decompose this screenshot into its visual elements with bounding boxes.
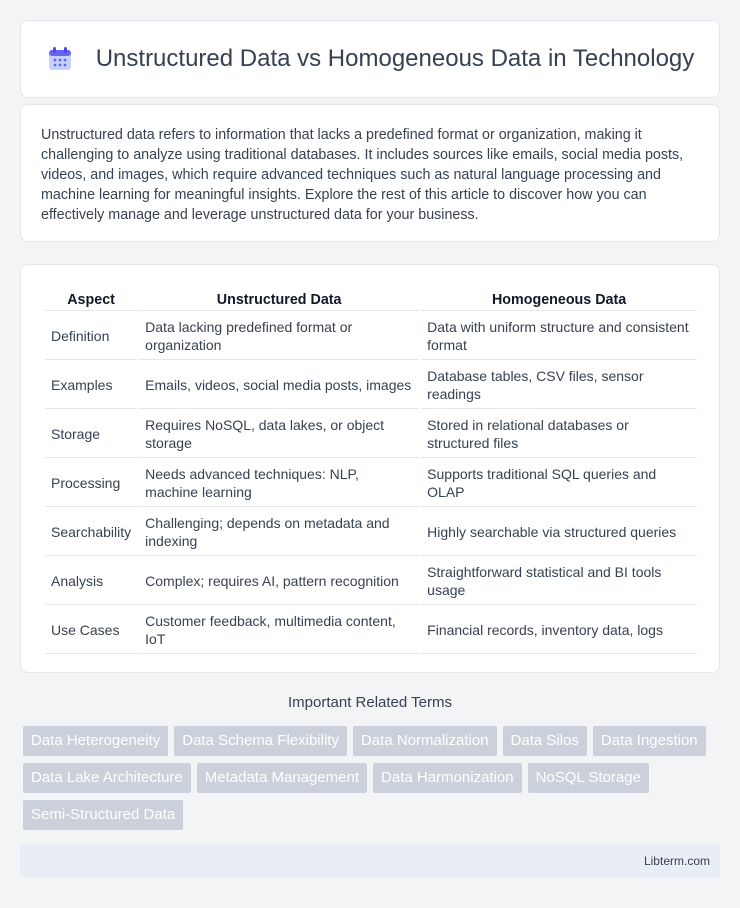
row-aspect: Processing	[45, 460, 137, 507]
tag-data-schema-flexibility[interactable]: Data Schema Flexibility	[174, 726, 347, 756]
header-aspect: Aspect	[45, 287, 137, 311]
tag-data-harmonization[interactable]: Data Harmonization	[373, 763, 522, 793]
tag-metadata-management[interactable]: Metadata Management	[197, 763, 367, 793]
row-homogeneous: Straightforward statistical and BI tools usage	[421, 558, 697, 605]
related-terms-tags	[23, 726, 723, 830]
row-homogeneous: Database tables, CSV files, sensor readings	[421, 362, 697, 409]
row-aspect: Storage	[45, 411, 137, 458]
intro-paragraph: Unstructured data refers to information that lacks a predefined format or organization, making it challenging to analyze using traditional databases. It includes sources like emails, social media posts, videos, and images, which require advanced techniques such as natural language processing and machine learning for meaningful insights. Explore the rest of this article to discover how you can effectively manage and leverage unstructured data for your business.	[41, 127, 684, 223]
row-unstructured: Needs advanced techniques: NLP, machine learning	[139, 460, 419, 507]
tag-data-normalization[interactable]: Data Normalization	[353, 726, 497, 756]
table-row	[45, 411, 697, 458]
row-aspect: Definition	[45, 313, 137, 360]
tag-data-heterogeneity[interactable]: Data Heterogeneity	[23, 726, 168, 756]
row-unstructured: Complex; requires AI, pattern recognition	[139, 558, 419, 605]
header-homogeneous: Homogeneous Data	[421, 287, 697, 311]
table-row	[45, 313, 697, 360]
row-unstructured: Data lacking predefined format or organization	[139, 313, 419, 360]
row-homogeneous: Data with uniform structure and consistent format	[421, 313, 697, 360]
calendar-icon	[46, 45, 74, 73]
header-unstructured: Unstructured Data	[139, 287, 419, 311]
footer-site-link[interactable]: Libterm.com	[643, 854, 710, 868]
intro-card	[20, 104, 720, 242]
comparison-table	[43, 285, 699, 656]
row-aspect: Examples	[45, 362, 137, 409]
row-homogeneous: Stored in relational databases or structured files	[421, 411, 697, 458]
tag-data-silos[interactable]: Data Silos	[503, 726, 587, 756]
row-unstructured: Emails, videos, social media posts, images	[139, 362, 419, 409]
tag-data-lake-architecture[interactable]: Data Lake Architecture	[23, 763, 191, 793]
row-homogeneous: Financial records, inventory data, logs	[421, 607, 697, 654]
table-row	[45, 509, 697, 556]
footer	[20, 844, 720, 878]
related-terms-title: Important Related Terms	[288, 694, 452, 711]
row-unstructured: Customer feedback, multimedia content, IoT	[139, 607, 419, 654]
table-row	[45, 460, 697, 507]
tag-nosql-storage[interactable]: NoSQL Storage	[528, 763, 649, 793]
row-unstructured: Requires NoSQL, data lakes, or object storage	[139, 411, 419, 458]
header-card	[20, 20, 720, 98]
row-aspect: Searchability	[45, 509, 137, 556]
row-aspect: Analysis	[45, 558, 137, 605]
row-homogeneous: Highly searchable via structured queries	[421, 509, 697, 556]
tag-data-ingestion[interactable]: Data Ingestion	[593, 726, 706, 756]
tag-semi-structured-data[interactable]: Semi-Structured Data	[23, 800, 183, 830]
row-homogeneous: Supports traditional SQL queries and OLAP	[421, 460, 697, 507]
row-aspect: Use Cases	[45, 607, 137, 654]
comparison-table-card	[20, 264, 720, 673]
table-row	[45, 362, 697, 409]
table-header-row	[45, 287, 697, 311]
page-title: Unstructured Data vs Homogeneous Data in Technology	[95, 45, 695, 72]
row-unstructured: Challenging; depends on metadata and indexing	[139, 509, 419, 556]
table-row	[45, 607, 697, 654]
table-row	[45, 558, 697, 605]
